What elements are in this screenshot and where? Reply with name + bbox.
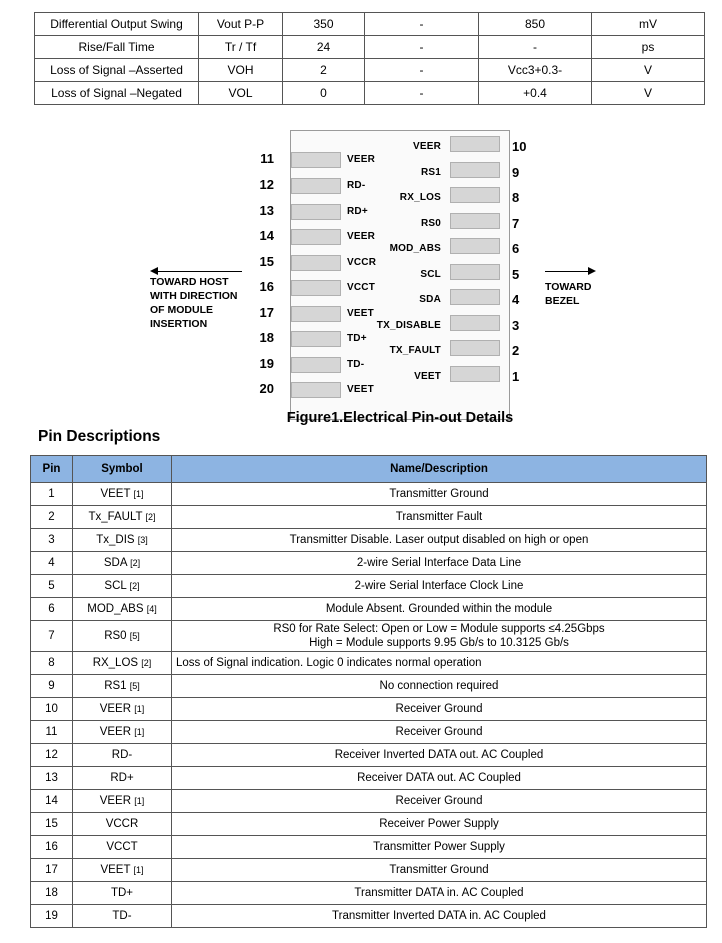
toward-bezel-label <box>545 280 591 308</box>
pin-table-header <box>31 456 707 483</box>
pin-signal-label: TD- <box>347 359 365 370</box>
description-cell <box>172 598 707 621</box>
symbol-text: RS1 <box>104 680 127 692</box>
description-cell <box>172 506 707 529</box>
symbol-text: VEER <box>99 726 132 738</box>
pin-number-cell: 7 <box>31 621 73 652</box>
spec-row <box>35 82 705 105</box>
pad-left <box>291 280 341 296</box>
description-cell <box>172 552 707 575</box>
symbol-cell <box>73 859 172 882</box>
description-text: Receiver Power Supply <box>379 818 499 830</box>
description-cell <box>172 744 707 767</box>
description-cell <box>172 813 707 836</box>
pad-left <box>291 152 341 168</box>
pin-number-cell: 16 <box>31 836 73 859</box>
pin-signal-label: TX_FAULT <box>389 345 441 356</box>
footnote-ref: [5] <box>129 681 140 691</box>
table-row <box>31 652 707 675</box>
pad-right <box>450 264 500 280</box>
pin-number-cell: 12 <box>31 744 73 767</box>
pin-signal-label: SCL <box>420 269 441 280</box>
pin-number-cell: 10 <box>31 698 73 721</box>
spec-cell: Tr / Tf <box>199 36 283 59</box>
symbol-cell <box>73 744 172 767</box>
spec-cell: V <box>592 82 705 105</box>
spec-cell: mV <box>592 13 705 36</box>
arrow-left-line <box>156 271 242 272</box>
footnote-ref: [2] <box>145 512 156 522</box>
pin-signal-label: TX_DISABLE <box>376 320 441 331</box>
pin-number: 13 <box>259 203 274 218</box>
table-row <box>31 721 707 744</box>
spec-cell: - <box>365 13 479 36</box>
pin-number: 15 <box>259 254 274 269</box>
symbol-text: RS0 <box>104 630 127 642</box>
spec-cell: 24 <box>283 36 365 59</box>
spec-cell: Differential Output Swing <box>35 13 199 36</box>
spec-row <box>35 36 705 59</box>
spec-cell: Loss of Signal –Negated <box>35 82 199 105</box>
arrow-right-icon <box>588 267 596 275</box>
footnote-ref: [1] <box>133 489 144 499</box>
symbol-cell <box>73 882 172 905</box>
description-text: Receiver Ground <box>395 703 483 715</box>
spec-cell: 0 <box>283 82 365 105</box>
footnote-ref: [1] <box>134 796 145 806</box>
pad-left <box>291 178 341 194</box>
footnote-ref: [1] <box>134 727 145 737</box>
pin-signal-label: RD+ <box>347 206 368 217</box>
table-row <box>31 744 707 767</box>
description-text: No connection required <box>379 680 499 692</box>
description-cell <box>172 575 707 598</box>
pin-signal-label: VCCR <box>347 257 377 268</box>
table-row <box>31 621 707 652</box>
pin-number-cell: 13 <box>31 767 73 790</box>
symbol-text: VEER <box>99 703 132 715</box>
pin-signal-label: VCCT <box>347 282 376 293</box>
description-cell <box>172 698 707 721</box>
symbol-text: SDA <box>103 557 127 569</box>
spec-cell: - <box>365 36 479 59</box>
symbol-cell <box>73 652 172 675</box>
pin-number-cell: 2 <box>31 506 73 529</box>
pin-number: 7 <box>512 216 520 231</box>
spec-cell: VOH <box>199 59 283 82</box>
pad-left <box>291 382 341 398</box>
pin-number: 8 <box>512 190 520 205</box>
spec-cell: Loss of Signal –Asserted <box>35 59 199 82</box>
table-row <box>31 905 707 928</box>
pin-number-cell: 14 <box>31 790 73 813</box>
symbol-cell <box>73 813 172 836</box>
footnote-ref: [5] <box>129 631 140 641</box>
spec-cell: Vcc3+0.3- <box>479 59 592 82</box>
symbol-cell <box>73 529 172 552</box>
footnote-ref: [2] <box>130 558 141 568</box>
symbol-cell <box>73 675 172 698</box>
table-row <box>31 598 707 621</box>
description-text: 2-wire Serial Interface Data Line <box>356 557 522 569</box>
pad-left <box>291 306 341 322</box>
spec-cell: - <box>365 82 479 105</box>
pad-left <box>291 229 341 245</box>
pad-left <box>291 331 341 347</box>
description-text: RS0 for Rate Select: Open or Low = Module supports ≤4.25Gbps <box>273 623 605 635</box>
symbol-text: VEET <box>100 488 131 500</box>
spec-cell: 2 <box>283 59 365 82</box>
pad-right <box>450 136 500 152</box>
symbol-text: SCL <box>104 580 127 592</box>
description-text: Transmitter Inverted DATA in. AC Coupled <box>332 910 546 922</box>
pin-number: 3 <box>512 318 520 333</box>
table-row <box>31 767 707 790</box>
footnote-ref: [2] <box>129 581 140 591</box>
arrow-right-line <box>545 271 589 272</box>
spec-cell: ps <box>592 36 705 59</box>
table-row <box>31 790 707 813</box>
table-row <box>31 483 707 506</box>
description-text: Transmitter Disable. Laser output disabled on high or open <box>289 534 589 546</box>
description-cell <box>172 721 707 744</box>
spec-table-body <box>35 13 705 105</box>
description-cell <box>172 483 707 506</box>
pin-signal-label: MOD_ABS <box>389 243 441 254</box>
footnote-ref: [4] <box>146 604 157 614</box>
toward-bezel-line-2: BEZEL <box>545 295 580 307</box>
symbol-cell <box>73 598 172 621</box>
pin-number-cell: 6 <box>31 598 73 621</box>
pad-right <box>450 213 500 229</box>
pin-signal-label: RS1 <box>420 167 441 178</box>
pin-number: 2 <box>512 343 520 358</box>
table-row <box>31 675 707 698</box>
pad-right <box>450 315 500 331</box>
pin-signal-label: VEER <box>412 141 441 152</box>
section-title: Pin Descriptions <box>38 428 161 445</box>
footnote-ref: [1] <box>133 865 144 875</box>
pin-number-cell: 5 <box>31 575 73 598</box>
toward-host-line-3: OF MODULE <box>150 304 213 316</box>
pin-number-cell: 15 <box>31 813 73 836</box>
spec-cell: 850 <box>479 13 592 36</box>
description-text: 2-wire Serial Interface Clock Line <box>354 580 524 592</box>
symbol-cell <box>73 836 172 859</box>
symbol-text: VEER <box>99 795 132 807</box>
description-text: Transmitter Power Supply <box>373 841 505 853</box>
pad-left <box>291 255 341 271</box>
spec-row <box>35 13 705 36</box>
pin-number: 16 <box>259 279 274 294</box>
description-text: Receiver DATA out. AC Coupled <box>357 772 521 784</box>
spec-cell: V <box>592 59 705 82</box>
header-description: Name/Description <box>172 456 707 483</box>
spec-cell: +0.4 <box>479 82 592 105</box>
pin-number-cell: 11 <box>31 721 73 744</box>
footnote-ref: [2] <box>141 658 152 668</box>
pin-signal-label: VEET <box>414 371 441 382</box>
description-cell <box>172 675 707 698</box>
description-text: Transmitter DATA in. AC Coupled <box>354 887 524 899</box>
spec-cell: Vout P-P <box>199 13 283 36</box>
spec-cell: Rise/Fall Time <box>35 36 199 59</box>
pin-signal-label: VEET <box>347 308 374 319</box>
description-cell <box>172 905 707 928</box>
pin-signal-label: TD+ <box>347 333 367 344</box>
pad-left <box>291 204 341 220</box>
pin-number-cell: 19 <box>31 905 73 928</box>
pin-signal-label: RX_LOS <box>399 192 441 203</box>
spec-table <box>34 12 705 105</box>
symbol-cell <box>73 698 172 721</box>
symbol-text: RD+ <box>110 772 134 784</box>
symbol-text: RD- <box>111 749 133 761</box>
pin-signal-label: VEER <box>347 231 376 242</box>
pin-number: 14 <box>259 228 274 243</box>
toward-host-line-4: INSERTION <box>150 318 208 330</box>
symbol-text: VCCT <box>106 841 138 853</box>
table-row <box>31 882 707 905</box>
pin-number: 12 <box>259 177 274 192</box>
table-row <box>31 552 707 575</box>
pin-number: 6 <box>512 241 520 256</box>
pinout-figure <box>0 120 722 430</box>
symbol-cell <box>73 721 172 744</box>
pad-right <box>450 289 500 305</box>
symbol-cell <box>73 483 172 506</box>
pin-description-table <box>30 455 707 928</box>
description-text-line-2: High = Module supports 9.95 Gb/s to 10.3125 Gb/s <box>309 637 569 649</box>
symbol-cell <box>73 905 172 928</box>
pin-number: 20 <box>259 381 274 396</box>
spec-cell: VOL <box>199 82 283 105</box>
pin-number-cell: 18 <box>31 882 73 905</box>
spec-cell: 350 <box>283 13 365 36</box>
pin-number: 5 <box>512 267 520 282</box>
pin-number: 9 <box>512 165 520 180</box>
pin-signal-label: RS0 <box>420 218 441 229</box>
pad-right <box>450 187 500 203</box>
pad-right <box>450 340 500 356</box>
symbol-cell <box>73 790 172 813</box>
pin-number: 18 <box>259 330 274 345</box>
pin-number: 17 <box>259 305 274 320</box>
symbol-text: MOD_ABS <box>87 603 144 615</box>
header-symbol: Symbol <box>73 456 172 483</box>
toward-host-label <box>150 275 238 331</box>
figure-caption: Figure1.Electrical Pin-out Details <box>286 410 514 426</box>
pin-signal-label: VEET <box>347 384 374 395</box>
symbol-text: RX_LOS <box>92 657 139 669</box>
footnote-ref: [3] <box>137 535 148 545</box>
table-row <box>31 698 707 721</box>
pad-right <box>450 238 500 254</box>
pin-number-cell: 4 <box>31 552 73 575</box>
symbol-text: Tx_DIS <box>96 534 135 546</box>
description-text: Module Absent. Grounded within the module <box>325 603 553 615</box>
pin-table-body <box>31 483 707 928</box>
toward-host-line-2: WITH DIRECTION <box>150 290 238 302</box>
table-row <box>31 506 707 529</box>
pin-signal-label: VEER <box>347 154 376 165</box>
footnote-ref: [1] <box>134 704 145 714</box>
description-text: Transmitter Fault <box>395 511 483 523</box>
pin-signal-label: SDA <box>419 294 441 305</box>
pin-number: 11 <box>260 151 274 166</box>
pad-right <box>450 366 500 382</box>
symbol-text: Tx_FAULT <box>88 511 143 523</box>
description-cell <box>172 621 707 652</box>
description-text: Transmitter Ground <box>389 864 489 876</box>
description-cell <box>172 790 707 813</box>
pin-number: 1 <box>512 369 520 384</box>
description-cell <box>172 882 707 905</box>
pin-number-cell: 17 <box>31 859 73 882</box>
description-cell <box>172 529 707 552</box>
description-text: Loss of Signal indication. Logic 0 indicates normal operation <box>176 657 482 669</box>
pad-left <box>291 357 341 373</box>
description-cell <box>172 859 707 882</box>
description-cell <box>172 836 707 859</box>
spec-cell: - <box>365 59 479 82</box>
table-row <box>31 575 707 598</box>
pin-number-cell: 3 <box>31 529 73 552</box>
description-text: Transmitter Ground <box>389 488 489 500</box>
symbol-text: VEET <box>100 864 131 876</box>
description-text: Receiver Inverted DATA out. AC Coupled <box>334 749 544 761</box>
pad-right <box>450 162 500 178</box>
description-cell <box>172 652 707 675</box>
symbol-text: TD+ <box>110 887 134 899</box>
description-text: Receiver Ground <box>395 726 483 738</box>
pin-number-cell: 9 <box>31 675 73 698</box>
description-text: Receiver Ground <box>395 795 483 807</box>
description-cell <box>172 767 707 790</box>
toward-host-line-1: TOWARD HOST <box>150 276 229 288</box>
pin-number-cell: 8 <box>31 652 73 675</box>
table-row <box>31 859 707 882</box>
spec-cell: - <box>479 36 592 59</box>
symbol-cell <box>73 575 172 598</box>
table-row <box>31 813 707 836</box>
symbol-cell <box>73 621 172 652</box>
symbol-cell <box>73 767 172 790</box>
spec-row <box>35 59 705 82</box>
pin-number: 19 <box>259 356 274 371</box>
header-pin: Pin <box>31 456 73 483</box>
table-row <box>31 836 707 859</box>
symbol-text: TD- <box>112 910 132 922</box>
pin-number-cell: 1 <box>31 483 73 506</box>
table-row <box>31 529 707 552</box>
pin-signal-label: RD- <box>347 180 366 191</box>
pin-number: 4 <box>512 292 520 307</box>
symbol-text: VCCR <box>105 818 139 830</box>
symbol-cell <box>73 552 172 575</box>
pin-number: 10 <box>512 139 527 154</box>
symbol-cell <box>73 506 172 529</box>
toward-bezel-line-1: TOWARD <box>545 281 592 293</box>
